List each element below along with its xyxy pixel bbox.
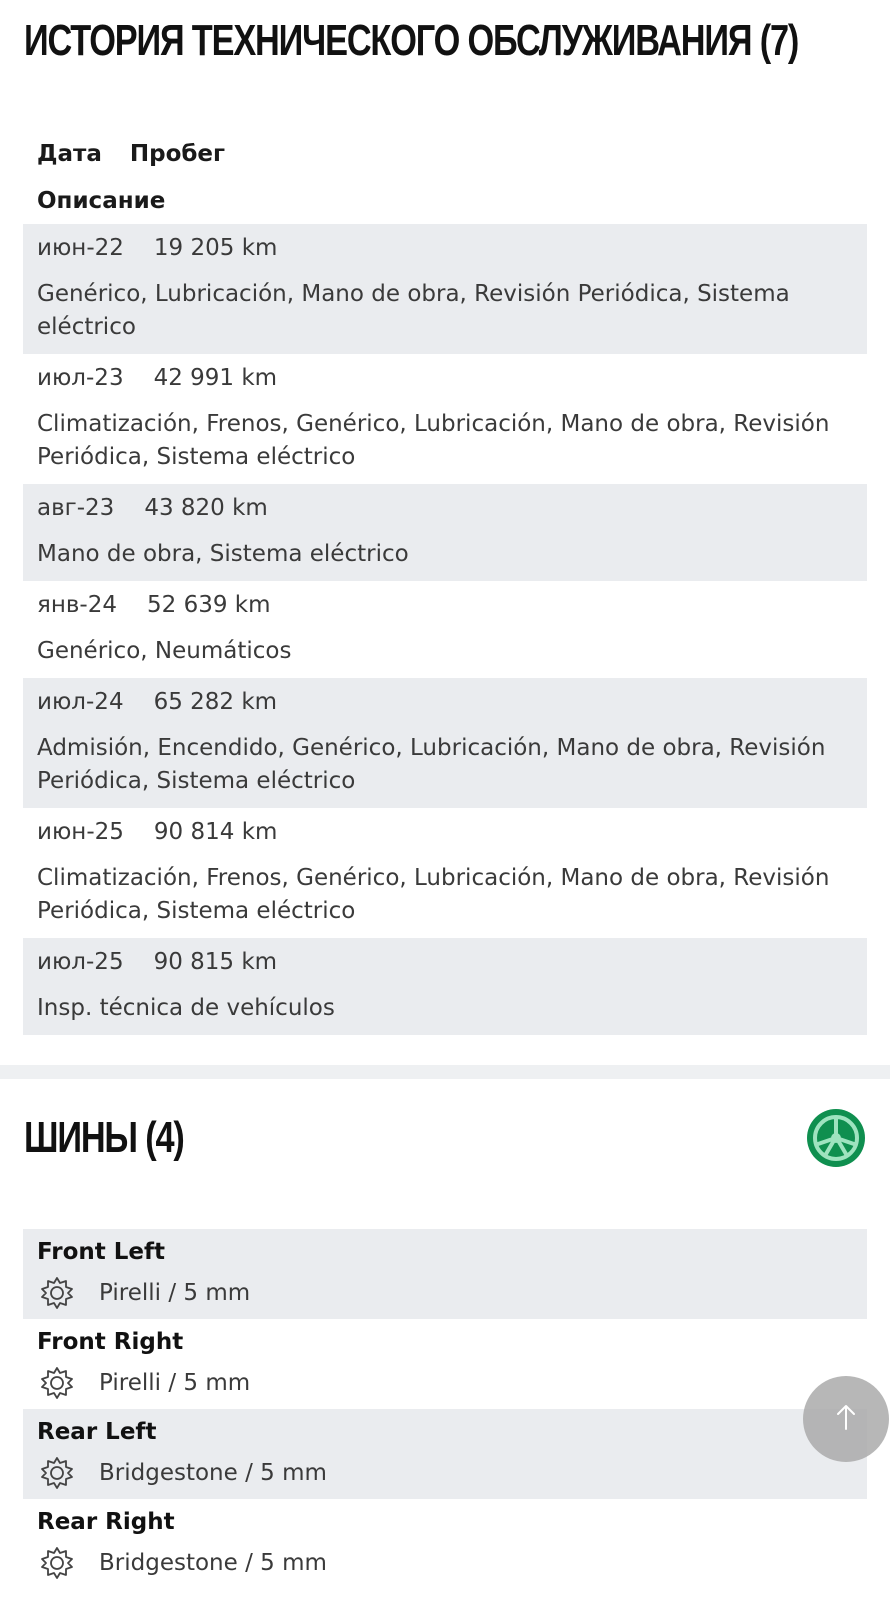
record-mileage: 52 639 km — [147, 592, 271, 618]
record-date: июл-23 — [37, 365, 124, 391]
record-date: июл-24 — [37, 689, 124, 715]
record-date: июн-25 — [37, 819, 124, 845]
tire-info: Bridgestone / 5 mm — [99, 1460, 327, 1486]
maintenance-record — [23, 808, 867, 938]
wheel-icon[interactable] — [806, 1108, 866, 1168]
maintenance-table — [23, 130, 867, 1035]
record-mileage: 90 814 km — [153, 819, 278, 845]
tire-item — [23, 1229, 867, 1319]
record-date: авг-23 — [37, 495, 115, 521]
tire-item — [23, 1499, 867, 1589]
mileage-column-header: Пробег — [129, 141, 226, 167]
tire-position: Front Right — [37, 1329, 184, 1355]
table-header — [23, 130, 867, 224]
tire-position: Front Left — [37, 1239, 166, 1265]
record-mileage: 43 820 km — [144, 495, 268, 521]
maintenance-record — [23, 354, 867, 484]
date-column-header: Дата — [37, 141, 102, 167]
record-mileage: 42 991 km — [153, 365, 278, 391]
record-description: Insp. técnica de vehículos — [37, 995, 335, 1021]
section-divider — [0, 1065, 890, 1079]
tire-gear-icon — [37, 1543, 77, 1583]
tire-position: Rear Right — [37, 1509, 175, 1535]
maintenance-record — [23, 678, 867, 808]
description-column-header: Описание — [37, 188, 166, 214]
record-description: Mano de obra, Sistema eléctrico — [37, 541, 409, 567]
arrow-up-icon — [831, 1402, 861, 1436]
tire-position: Rear Left — [37, 1419, 157, 1445]
maintenance-title: ИСТОРИЯ ТЕХНИЧЕСКОГО ОБСЛУЖИВАНИЯ (7) — [24, 16, 799, 65]
maintenance-record — [23, 224, 867, 354]
tires-section — [0, 1079, 890, 1589]
tire-gear-icon — [37, 1453, 77, 1493]
record-mileage: 90 815 km — [153, 949, 278, 975]
record-description: Genérico, Neumáticos — [37, 638, 292, 664]
maintenance-record — [23, 581, 867, 678]
tire-info: Pirelli / 5 mm — [99, 1370, 251, 1396]
record-date: июл-25 — [37, 949, 124, 975]
maintenance-record — [23, 938, 867, 1035]
tire-info: Pirelli / 5 mm — [99, 1280, 251, 1306]
scroll-to-top-button[interactable] — [803, 1376, 889, 1462]
record-description: Climatización, Frenos, Genérico, Lubricación, Mano de obra, Revisión Periódica, Sistema eléctrico — [37, 865, 830, 924]
tire-item — [23, 1319, 867, 1409]
tires-header — [0, 1101, 890, 1175]
maintenance-record — [23, 484, 867, 581]
tires-title: ШИНЫ (4) — [24, 1113, 184, 1162]
tire-gear-icon — [37, 1363, 77, 1403]
record-description: Genérico, Lubricación, Mano de obra, Revisión Periódica, Sistema eléctrico — [37, 281, 790, 340]
maintenance-header — [0, 0, 890, 82]
record-description: Admisión, Encendido, Genérico, Lubricación, Mano de obra, Revisión Periódica, Sistema eléctrico — [37, 735, 826, 794]
tire-item — [23, 1409, 867, 1499]
tire-list — [23, 1229, 867, 1589]
record-date: июн-22 — [37, 235, 124, 261]
record-description: Climatización, Frenos, Genérico, Lubricación, Mano de obra, Revisión Periódica, Sistema eléctrico — [37, 411, 830, 470]
record-date: янв-24 — [37, 592, 117, 618]
tire-info: Bridgestone / 5 mm — [99, 1550, 327, 1576]
tire-gear-icon — [37, 1273, 77, 1313]
record-mileage: 65 282 km — [153, 689, 278, 715]
record-mileage: 19 205 km — [153, 235, 278, 261]
